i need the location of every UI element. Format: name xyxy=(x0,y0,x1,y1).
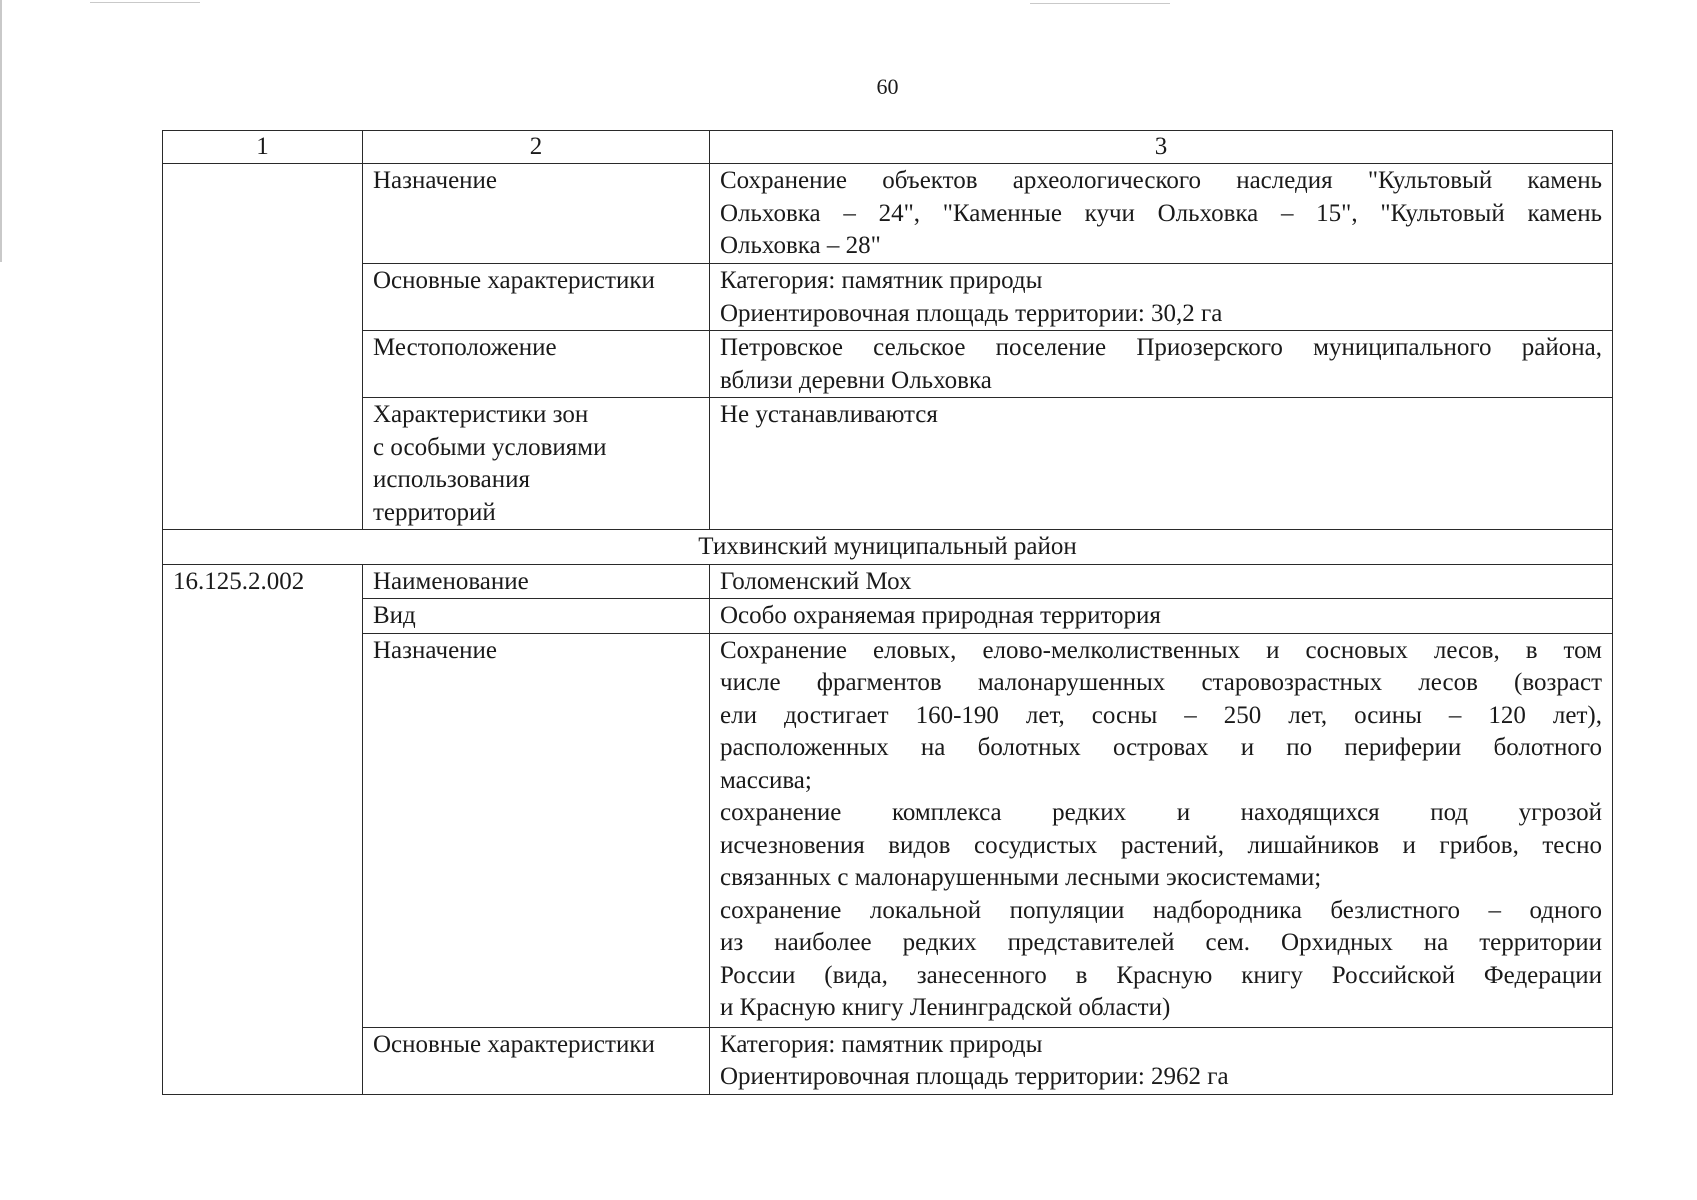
row-label: Местоположение xyxy=(363,331,710,398)
table-row xyxy=(163,564,1613,599)
text-line: вблизи деревни Ольховка xyxy=(720,366,992,394)
row-label: Наименование xyxy=(363,564,710,599)
text-line: сохранение комплекса редких и находящихся под угрозой xyxy=(720,799,1602,826)
row-label: Назначение xyxy=(363,164,710,264)
row-value xyxy=(710,1027,1613,1094)
code-cell-empty xyxy=(163,164,363,530)
text-line: Ориентировочная площадь территории: 2962 га xyxy=(720,1063,1229,1090)
section-row xyxy=(163,530,1613,565)
text-line: Категория: памятник природы xyxy=(720,1030,1043,1058)
page-number: 60 xyxy=(876,74,899,99)
text-line: связанных с малонарушенными лесными экосистемами; xyxy=(720,864,1322,891)
row-label xyxy=(363,398,710,530)
scan-top-mark xyxy=(90,2,200,3)
table-row xyxy=(163,398,1613,530)
text-line: Ориентировочная площадь территории: 30,2 га xyxy=(720,299,1223,327)
table-row xyxy=(163,1027,1613,1094)
table-row xyxy=(163,264,1613,331)
table-row xyxy=(163,331,1613,398)
row-value xyxy=(710,264,1613,331)
row-value: Особо охраняемая природная территория xyxy=(710,599,1613,634)
text-line: расположенных на болотных островах и по периферии болотного xyxy=(720,734,1602,761)
text-line: из наиболее редких представителей сем. Орхидных на территории xyxy=(720,929,1602,956)
row-label: Основные характеристики xyxy=(363,264,710,331)
register-table xyxy=(162,130,1613,1095)
text-line: Категория: памятник природы xyxy=(720,267,1043,294)
text-line: Ольховка – 28" xyxy=(720,232,881,259)
text-line: ели достигает 160-190 лет, сосны – 250 лет, осины – 120 лет), xyxy=(720,701,1602,729)
row-value xyxy=(710,331,1613,398)
text-line: сохранение локальной популяции надбородника безлистного – одного xyxy=(720,896,1602,924)
column-header: 1 xyxy=(163,131,363,164)
text-line: России (вида, занесенного в Красную книгу Российской Федерации xyxy=(720,961,1602,989)
table-header-row xyxy=(163,131,1613,164)
row-label: Основные характеристики xyxy=(363,1027,710,1094)
row-label: Назначение xyxy=(363,633,710,1027)
text-line: с особыми условиями xyxy=(373,433,607,461)
text-line: Петровское сельское поселение Приозерского муниципального района, xyxy=(720,334,1602,361)
text-line: Сохранение еловых, елово-мелколиственных и сосновых лесов, в том xyxy=(720,636,1602,664)
column-header: 2 xyxy=(363,131,710,164)
row-value: Голоменский Мох xyxy=(710,564,1613,599)
text-line: и Красную книгу Ленинградской области) xyxy=(720,994,1171,1021)
row-value xyxy=(710,633,1613,1027)
row-value xyxy=(710,164,1613,264)
text-line: массива; xyxy=(720,766,812,794)
table-row xyxy=(163,599,1613,634)
scan-top-mark xyxy=(1030,3,1170,4)
text-line: Сохранение объектов археологического наследия "Культовый камень xyxy=(720,167,1602,194)
text-line: Ольховка – 24", "Каменные кучи Ольховка – 15", "Культовый камень xyxy=(720,199,1602,227)
text-line: Характеристики зон xyxy=(373,401,589,428)
text-line: исчезновения видов сосудистых растений, лишайников и грибов, тесно xyxy=(720,831,1602,859)
row-label: Вид xyxy=(363,599,710,634)
section-title: Тихвинский муниципальный район xyxy=(163,530,1613,565)
text-line: территорий xyxy=(373,498,496,526)
table-row xyxy=(163,633,1613,1027)
table-row xyxy=(163,164,1613,264)
text-line: числе фрагментов малонарушенных старовозрастных лесов (возраст xyxy=(720,669,1602,696)
text-line: использования xyxy=(373,466,530,493)
scan-edge-mark xyxy=(0,0,2,262)
column-header: 3 xyxy=(710,131,1613,164)
row-value: Не устанавливаются xyxy=(710,398,1613,530)
code-cell: 16.125.2.002 xyxy=(163,564,363,1094)
